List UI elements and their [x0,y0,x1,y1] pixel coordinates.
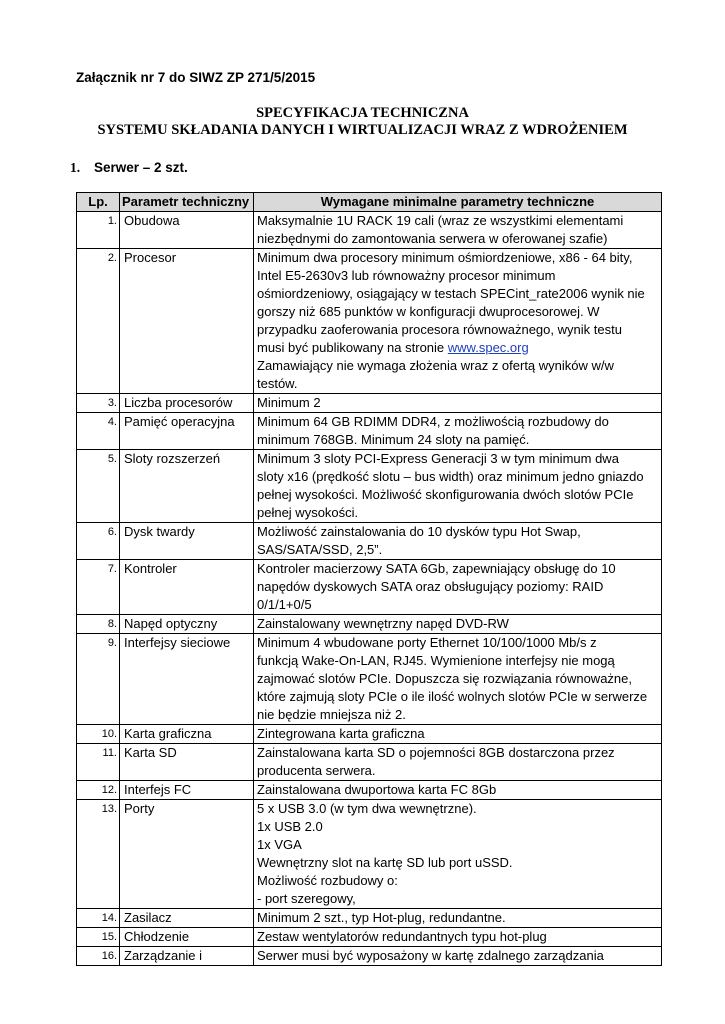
requirement-line [257,541,658,559]
requirement-text [254,800,662,909]
table-row [77,947,662,966]
requirement-line-text: 1x VGA [257,837,302,852]
requirement-line [257,744,658,762]
parameter-name: Porty [120,800,254,909]
row-number: 13. [77,800,120,909]
row-number: 15. [77,928,120,947]
requirement-line-text: Kontroler macierzowy SATA 6Gb, zapewniający obsługę do 10 [257,561,616,576]
parameter-name: Chłodzenie [120,928,254,947]
requirement-line [257,890,658,908]
requirement-text [254,560,662,615]
spec-org-link[interactable]: www.spec.org [447,340,529,355]
requirement-text [254,744,662,781]
parameter-name: Karta SD [120,744,254,781]
requirement-line [257,486,658,504]
requirement-line [257,818,658,836]
table-body [77,212,662,966]
parameter-name: Zasilacz [120,909,254,928]
requirement-line-text: Zamawiający nie wymaga złożenia wraz z ofertą wyników w/w [257,358,614,373]
requirement-line-text: musi być publikowany na stronie [257,340,445,355]
row-number: 16. [77,947,120,966]
requirement-line [257,560,658,578]
row-number: 2. [77,249,120,394]
parameter-name: Napęd optyczny [120,615,254,634]
requirement-line-text: które zajmują sloty PCIe o ile ilość wolnych slotów PCIe w serwerze [257,689,648,704]
requirement-line [257,431,658,449]
requirement-line-text: przypadku zaoferowania procesora równoważnego, wynik testu [257,322,622,337]
requirement-line [257,725,658,743]
row-number: 1. [77,212,120,249]
requirement-line-text: Możliwość rozbudowy o: [257,873,398,888]
requirement-text [254,394,662,413]
requirement-line-text: 1x USB 2.0 [257,819,323,834]
table-row [77,744,662,781]
parameter-name: Obudowa [120,212,254,249]
requirement-line-text: 5 x USB 3.0 (w tym dwa wewnętrzne). [257,801,477,816]
requirement-line-text: Zainstalowany wewnętrzny napęd DVD-RW [257,616,509,631]
requirement-line-text: gorszy niż 685 punktów w konfiguracji dwuprocesorowej. W [257,304,600,319]
row-number: 5. [77,450,120,523]
row-number: 6. [77,523,120,560]
requirement-line-text: Zainstalowana karta SD o pojemności 8GB dostarczona przez [257,745,615,760]
requirement-line-text: Minimum 2 szt., typ Hot-plug, redundantne. [257,910,506,925]
requirement-text [254,781,662,800]
requirement-line-text: Minimum 64 GB RDIMM DDR4, z możliwością rozbudowy do [257,414,609,429]
parameter-name: Karta graficzna [120,725,254,744]
row-number: 7. [77,560,120,615]
parameter-name: Sloty rozszerzeń [120,450,254,523]
requirement-line [257,781,658,799]
requirement-line-text: 0/1/1+0/5 [257,597,312,612]
requirement-line [257,706,658,724]
requirement-line-text: Intel E5-2630v3 lub równoważny procesor minimum [257,268,556,283]
requirement-line [257,230,658,248]
requirement-line [257,285,658,303]
requirement-line [257,652,658,670]
table-row [77,800,662,909]
requirement-line [257,249,658,267]
table-row [77,249,662,394]
table-row [77,781,662,800]
requirement-text [254,947,662,966]
table-row [77,560,662,615]
specification-table [76,192,662,966]
requirement-line [257,394,658,412]
header-requirements: Wymagane minimalne parametry techniczne [254,193,662,212]
row-number: 9. [77,634,120,725]
table-row [77,212,662,249]
requirement-text [254,523,662,560]
requirement-line [257,762,658,780]
requirement-line [257,872,658,890]
requirement-text [254,928,662,947]
requirement-line [257,468,658,486]
requirement-line [257,836,658,854]
table-row [77,909,662,928]
parameter-name: Interfejsy sieciowe [120,634,254,725]
requirement-text [254,725,662,744]
table-row [77,634,662,725]
requirement-text [254,249,662,394]
requirement-line-text: zajmować slotów PCIe. Dopuszcza się rozwiązania równoważne, [257,671,632,686]
section-number: 1. [70,160,81,175]
requirement-line-text: - port szeregowy, [257,891,356,906]
requirement-line-text: sloty x16 (prędkość slotu – bus width) oraz minimum jedno gniazdo [257,469,644,484]
requirement-line-text: Wewnętrzny slot na kartę SD lub port uSSD. [257,855,513,870]
requirement-line [257,303,658,321]
requirement-line [257,321,658,339]
parameter-name: Interfejs FC [120,781,254,800]
row-number: 4. [77,413,120,450]
requirement-line [257,634,658,652]
parameter-name: Liczba procesorów [120,394,254,413]
section-heading [70,160,188,176]
requirement-line [257,928,658,946]
row-number: 12. [77,781,120,800]
requirement-line-text: funkcją Wake-On-LAN, RJ45. Wymienione interfejsy nie mogą [257,653,615,668]
requirement-text [254,413,662,450]
table-row [77,450,662,523]
requirement-line [257,596,658,614]
row-number: 11. [77,744,120,781]
requirement-line-text: niezbędnymi do zamontowania serwera w oferowanej szafie) [257,231,608,246]
requirement-text [254,450,662,523]
requirement-line-text: napędów dyskowych SATA oraz obsługujący poziomy: RAID [257,579,604,594]
row-number: 10. [77,725,120,744]
requirement-line-text: minimum 768GB. Minimum 24 sloty na pamięć. [257,432,530,447]
requirement-text [254,615,662,634]
requirement-line-text: Minimum dwa procesory minimum ośmiordzeniowe, x86 - 64 bity, [257,250,633,265]
requirement-line [257,504,658,522]
requirement-line-text: testów. [257,376,298,391]
parameter-name: Dysk twardy [120,523,254,560]
table-row [77,394,662,413]
requirement-line [257,339,658,357]
requirement-line [257,578,658,596]
row-number: 3. [77,394,120,413]
requirement-line [257,688,658,706]
section-title: Serwer – 2 szt. [94,160,188,175]
requirement-text [254,909,662,928]
row-number: 14. [77,909,120,928]
requirement-line-text: Minimum 2 [257,395,321,410]
row-number: 8. [77,615,120,634]
table-header-row [77,193,662,212]
requirement-line [257,523,658,541]
table-row [77,615,662,634]
parameter-name: Procesor [120,249,254,394]
requirement-line-text: ośmiordzeniowy, osiągający w testach SPECint_rate2006 wynik nie [257,286,645,301]
parameter-name: Kontroler [120,560,254,615]
table-row [77,725,662,744]
requirement-line-text: nie będzie mniejsza niż 2. [257,707,406,722]
header-parameter: Parametr techniczny [120,193,254,212]
table-row [77,413,662,450]
requirement-line [257,450,658,468]
header-lp: Lp. [77,193,120,212]
requirement-line [257,947,658,965]
parameter-name: Zarządzanie i [120,947,254,966]
requirement-line [257,357,658,375]
requirement-text [254,212,662,249]
requirement-line-text: Minimum 4 wbudowane porty Ethernet 10/100/1000 Mb/s z [257,635,597,650]
requirement-line [257,670,658,688]
requirement-line-text: pełnej wysokości. Możliwość skonfigurowania dwóch slotów PCIe [257,487,634,502]
requirement-line [257,375,658,393]
requirement-line-text: Zainstalowana dwuportowa karta FC 8Gb [257,782,497,797]
requirement-line-text: pełnej wysokości. [257,505,359,520]
requirement-text [254,634,662,725]
requirement-line [257,212,658,230]
requirement-line [257,909,658,927]
requirement-line-text: Zintegrowana karta graficzna [257,726,425,741]
requirement-line [257,854,658,872]
requirement-line-text: producenta serwera. [257,763,376,778]
requirement-line-text: SAS/SATA/SSD, 2,5”. [257,542,383,557]
attachment-reference: Załącznik nr 7 do SIWZ ZP 271/5/2015 [76,70,316,85]
document-title-line-1: SPECYFIKACJA TECHNICZNA [256,105,469,121]
requirement-line [257,800,658,818]
requirement-line [257,267,658,285]
requirement-line-text: Możliwość zainstalowania do 10 dysków typu Hot Swap, [257,524,581,539]
requirement-line-text: Serwer musi być wyposażony w kartę zdalnego zarządzania [257,948,604,963]
requirement-line-text: Maksymalnie 1U RACK 19 cali (wraz ze wszystkimi elementami [257,213,624,228]
requirement-line-text: Minimum 3 sloty PCI-Express Generacji 3 w tym minimum dwa [257,451,619,466]
document-title-line-2: SYSTEMU SKŁADANIA DANYCH I WIRTUALIZACJI WRAZ Z WDROŻENIEM [97,122,628,138]
requirement-line [257,615,658,633]
requirement-line-text: Zestaw wentylatorów redundantnych typu hot-plug [257,929,547,944]
table-row [77,523,662,560]
parameter-name: Pamięć operacyjna [120,413,254,450]
table-row [77,928,662,947]
requirement-line [257,413,658,431]
